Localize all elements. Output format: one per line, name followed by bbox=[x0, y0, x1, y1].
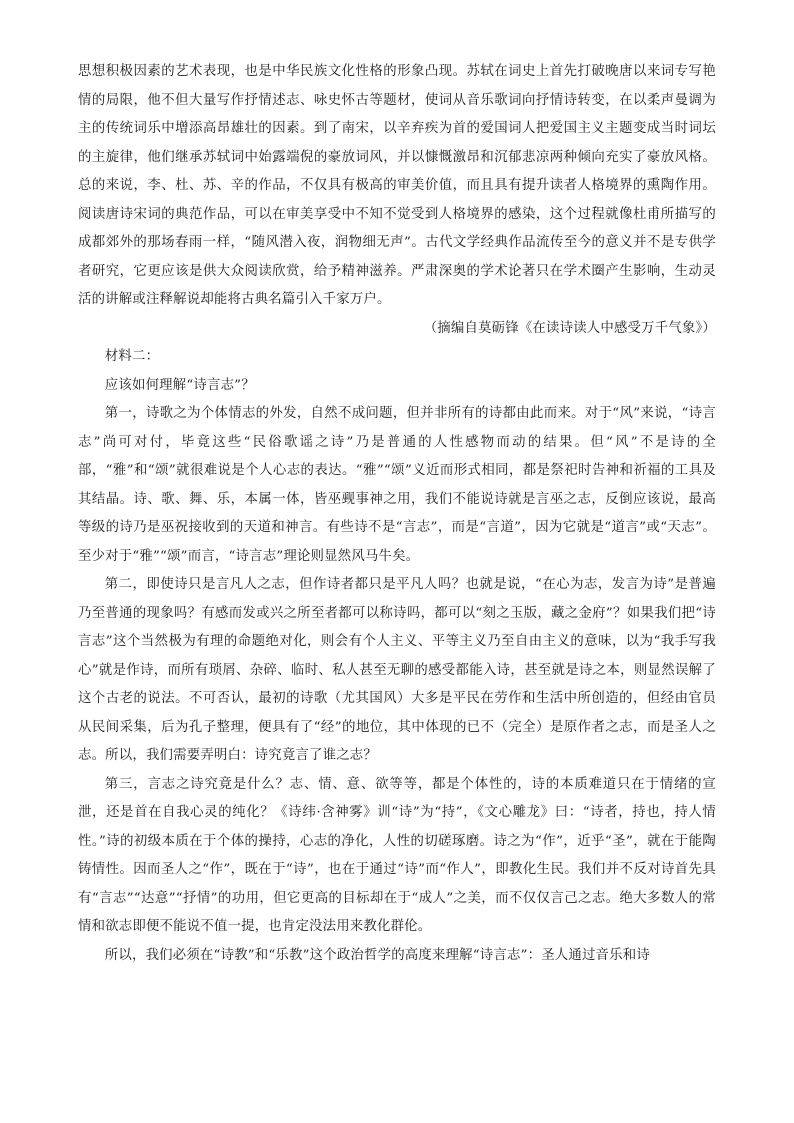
material2-paragraph-3: 第三，言志之诗究竟是什么？志、情、意、欲等等，都是个体性的，诗的本质难道只在于情绪的宣泄，还是首在自我心灵的纯化？《诗纬·含神雾》训“诗”为“持”，《文心雕龙》曰：“诗者，持也，持人情性。”诗的初级本质在于个体的操持，心志的净化，人性的切磋琢磨。诗之为“作”，近乎“圣”，就在于能陶铸情性。因而圣人之“作”，既在于“诗”，也在于通过“诗”而“作人”，即教化生民。我们并不反对诗首先具有“言志”“达意”“抒情”的功用，但它更高的目标却在于“成人”之美，而不仅仅言己之志。绝大多数人的常情和欲志即便不能说不值一提，也肯定没法用来教化群伦。 bbox=[78, 776, 716, 934]
material1-paragraph: 思想积极因素的艺术表现，也是中华民族文化性格的形象凸现。苏轼在词史上首先打破晚唐以来词专写艳情的局限，他不但大量写作抒情述志、咏史怀古等题材，使词从音乐歌词向抒情诗转变，在以柔声曼调为主的传统词乐中增添高昂雄壮的因素。到了南宋，以辛弃疾为首的爱国词人把爱国主义主题变成当时词坛的主旋律，他们继承苏轼词中始露端倪的豪放词风，并以慷慨激昂和沉郁悲凉两种倾向充实了豪放风格。总的来说，李、杜、苏、辛的作品，不仅具有极高的审美价值，而且具有提升读者人格境界的熏陶作用。阅读唐诗宋词的典范作品，可以在审美享受中不知不觉受到人格境界的感染，这个过程就像杜甫所描写的成都郊外的那场春雨一样，“随风潜入夜，润物细无声”。古代文学经典作品流传至今的意义并不是专供学者研究，它更应该是供大众阅读欣赏，给予精神滋养。严肃深奥的学术论著只在学术圈产生影响，生动灵活的讲解或注释解说却能将古典名篇引入千家万户。 bbox=[78, 64, 716, 307]
material2-paragraph-4: 所以，我们必须在“诗教”和“乐教”这个政治哲学的高度来理解“诗言志”：圣人通过音乐和诗 bbox=[104, 947, 650, 963]
document-page bbox=[78, 58, 716, 970]
material2-paragraph-2: 第二，即使诗只是言凡人之志，但作诗者都只是平凡人吗？也就是说，“在心为志，发言为诗”是普遍乃至普通的现象吗？有感而发或兴之所至者都可以称诗吗，都可以“刻之玉版，藏之金府”？如果我们把“诗言志”这个当然极为有理的命题绝对化，则会有个人主义、平等主义乃至自由主义的意味，以为“我手写我心”就是作诗，而所有琐屑、杂碎、临时、私人甚至无聊的感受都能入诗，甚至就是诗之本，则显然误解了这个古老的说法。不可否认，最初的诗歌（尤其国风）大多是平民在劳作和生活中所创造的，但经由官员从民间采集，后为孔子整理，便具有了“经”的地位，其中体现的已不（完全）是原作者之志，而是圣人之志。所以，我们需要弄明白：诗究竟言了谁之志？ bbox=[78, 577, 716, 763]
material2-label: 材料二： bbox=[104, 349, 160, 364]
material2-paragraph-1: 第一，诗歌之为个体情志的外发，自然不成问题，但并非所有的诗都由此而来。对于“风”来说，“诗言志”尚可对付，毕竟这些“民俗歌谣之诗”乃是普通的人性感物而动的结果。但“风”不是诗的全部，“雅”和“颂”就很难说是个人心志的表达。“雅”“颂”义近而形式相同，都是祭祀时告神和祈福的工具及其结晶。诗、歌、舞、乐，本属一体，皆巫觋事神之用，我们不能说诗就是言巫之志，反倒应该说，最高等级的诗乃是巫祝接收到的天道和神言。有些诗不是“言志”，而是“言道”，因为它就是“道言”或“天志”。至少对于“雅”“颂”而言，“诗言志”理论则显然风马牛矣。 bbox=[78, 406, 716, 564]
material1-source-citation: （摘编自莫砺锋《在读诗读人中感受万千气象》） bbox=[423, 320, 716, 336]
material2-question: 应该如何理解“诗言志”？ bbox=[104, 377, 255, 393]
